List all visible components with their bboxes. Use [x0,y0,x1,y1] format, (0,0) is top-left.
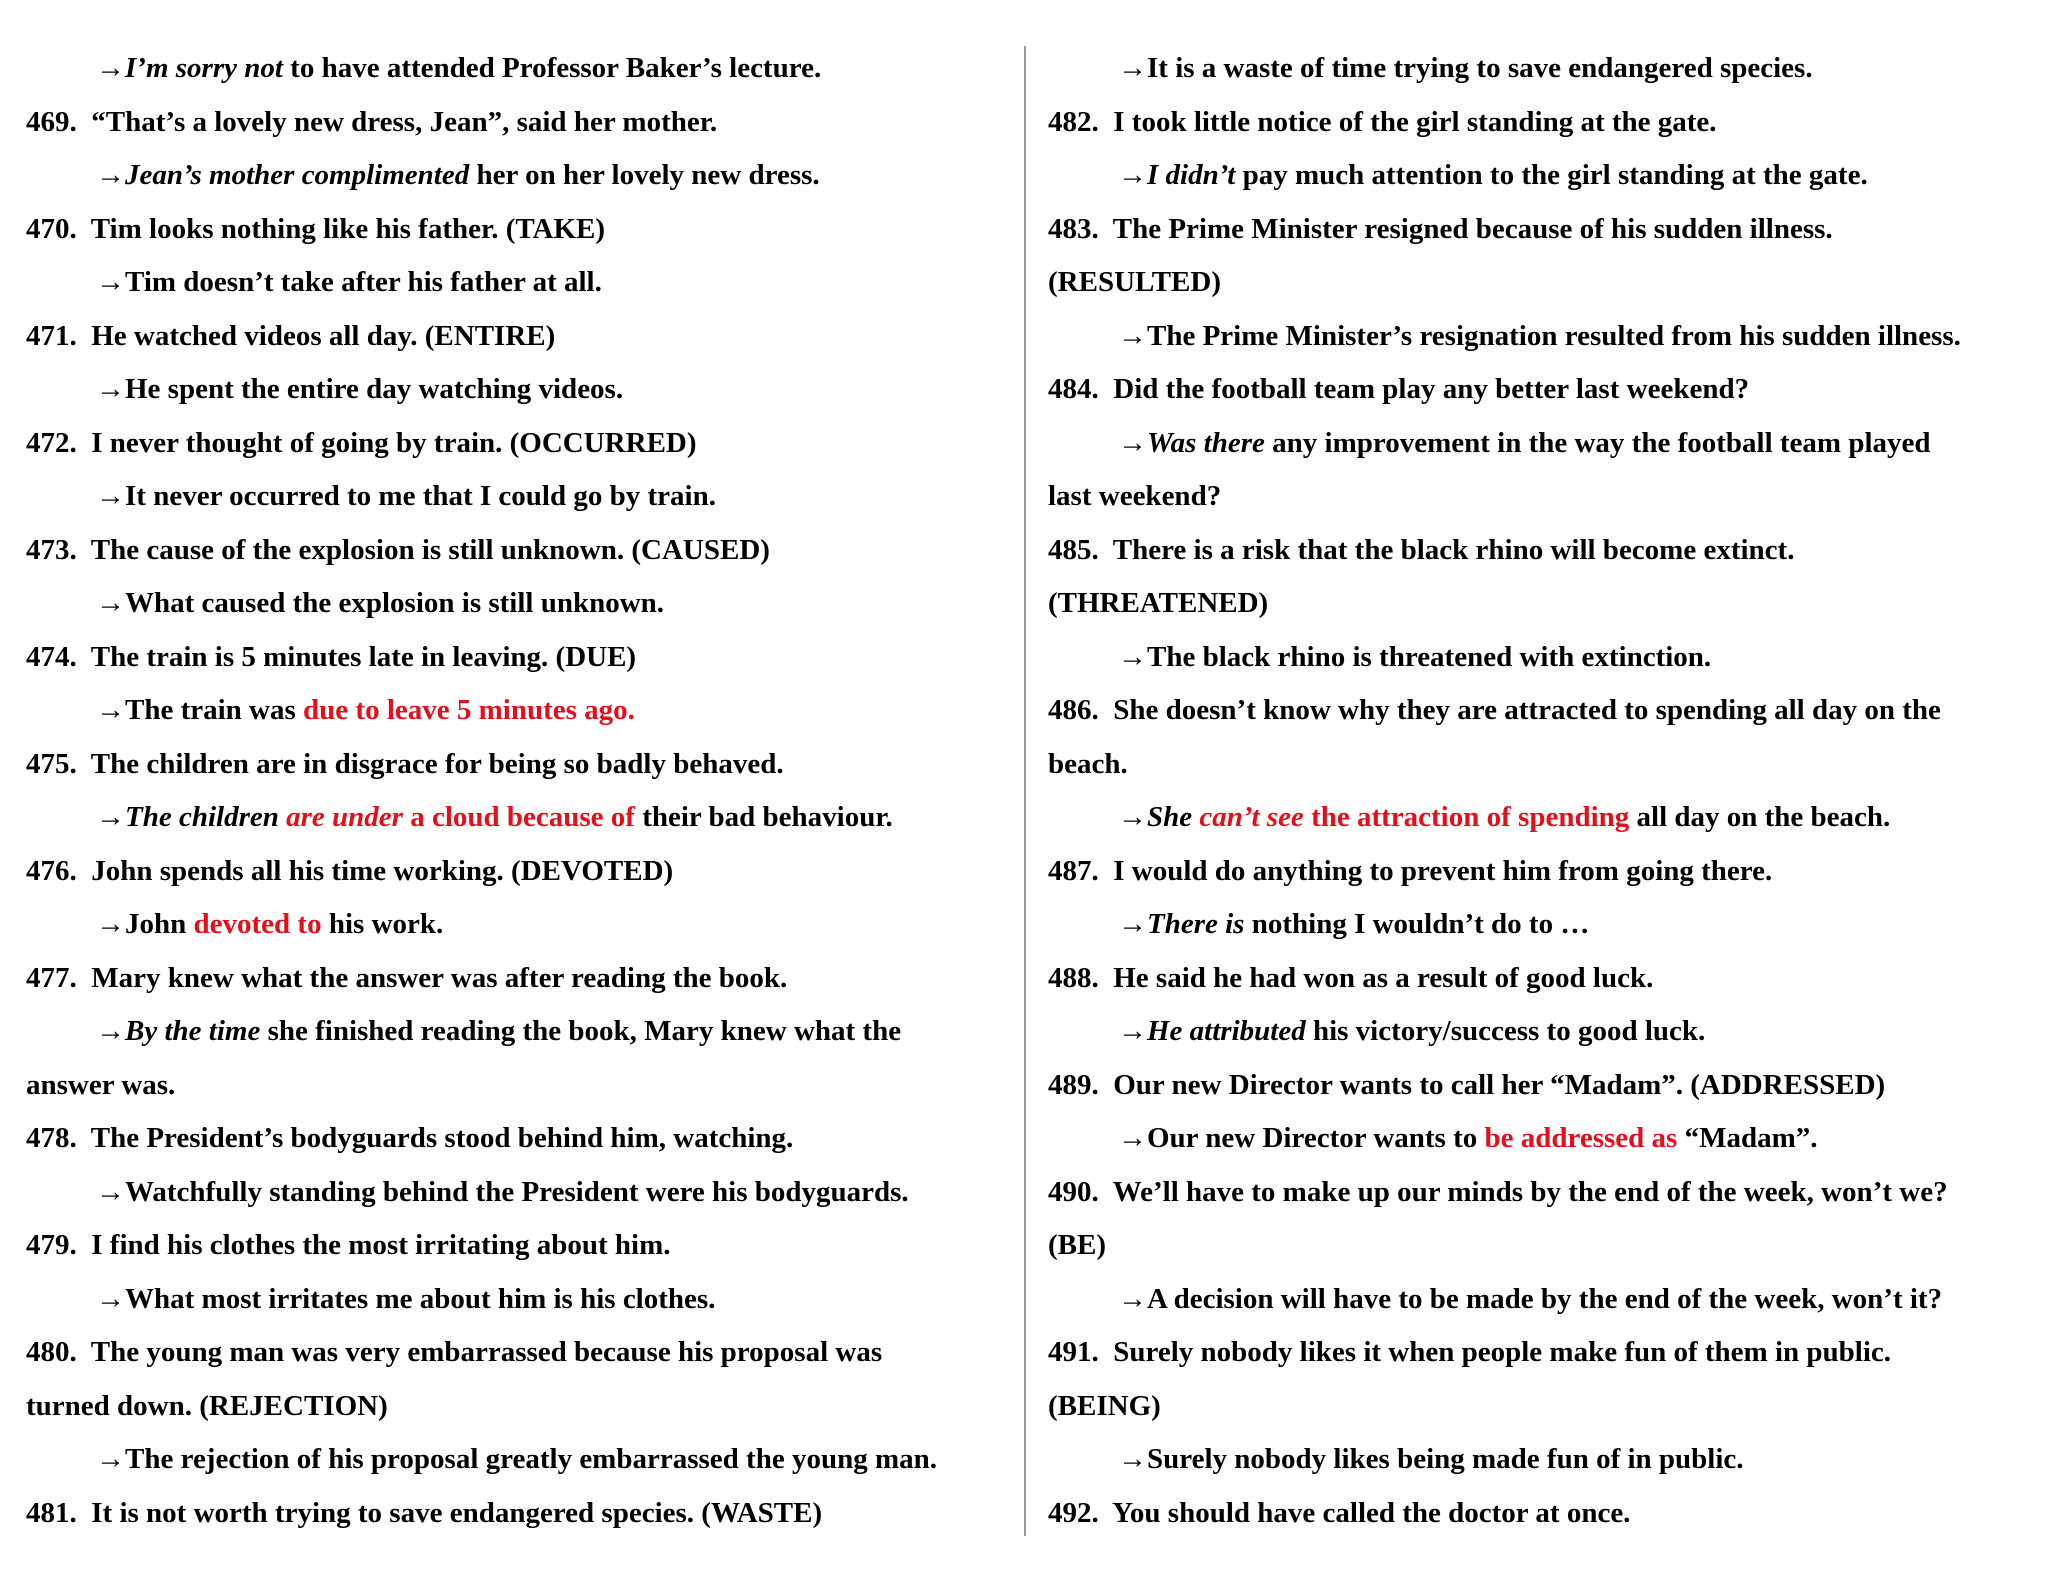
question-line [1048,1326,2028,1380]
text-segment: his work. [321,908,444,940]
text-segment: → [96,159,125,191]
text-segment: → [1118,801,1147,833]
answer-line [26,1433,1016,1487]
question-line [26,738,1016,792]
answer-line [1048,1433,2028,1487]
text-segment: 490. We’ll have to make up our minds by the end of the week, won’t we? [1048,1175,1948,1208]
question-line [26,524,1016,578]
text-segment: turned down. (REJECTION) [26,1389,388,1422]
text-segment: 476. John spends all his time working. (DEVOTED) [26,854,674,887]
text-segment: →He spent the entire day watching videos. [96,373,624,405]
text-segment: 474. The train is 5 minutes late in leaving. (DUE) [26,640,637,673]
answer-line [1048,42,2028,96]
text-segment: 472. I never thought of going by train. (OCCURRED) [26,426,697,459]
text-segment: 473. The cause of the explosion is still unknown. (CAUSED) [26,533,770,566]
question-line [26,96,1016,150]
right-column [1048,42,2028,1540]
text-segment: He attributed [1147,1015,1306,1047]
text-segment: (THREATENED) [1048,587,1269,619]
text-segment: → [96,52,125,84]
question-line [26,1380,1016,1434]
text-segment: →The black rhino is threatened with extinction. [1118,640,1712,673]
question-line [1048,738,2028,792]
text-segment: →The Prime Minister’s resignation resulted from his sudden illness. [1118,319,1961,352]
text-segment: 492. You should have called the doctor at once. [1048,1496,1631,1529]
question-line [1048,845,2028,899]
text-segment: I didn’t [1147,159,1236,191]
text-segment: 488. He said he had won as a result of good luck. [1048,961,1654,994]
text-segment: She [1147,801,1193,833]
text-segment: 483. The Prime Minister resigned because of his sudden illness. [1048,212,1833,245]
question-line [1048,952,2028,1006]
text-segment: Jean’s mother complimented [125,159,470,191]
text-segment: their bad behaviour. [634,801,893,833]
answer-line [26,1166,1016,1220]
answer-line [26,470,1016,524]
answer-line [1048,631,2028,685]
text-segment: her on her lovely new dress. [469,159,820,191]
question-line [1048,203,2028,257]
text-segment: → [96,1015,125,1047]
question-line [1048,470,2028,524]
answer-line [26,256,1016,310]
text-segment: (BE) [1048,1229,1106,1261]
text-segment: 477. Mary knew what the answer was after reading the book. [26,961,788,994]
text-segment: all day on the beach. [1629,801,1891,833]
text-segment: I’m sorry not [125,52,283,84]
text-segment: devoted to [193,908,322,940]
left-column [26,42,1016,1540]
text-segment: 485. There is a risk that the black rhino will become extinct. [1048,533,1795,566]
text-segment: →It never occurred to me that I could go by train. [96,480,716,512]
question-line [1048,96,2028,150]
text-segment: 482. I took little notice of the girl standing at the gate. [1048,105,1717,138]
text-segment: 487. I would do anything to prevent him from going there. [1048,854,1773,887]
question-line [26,1326,1016,1380]
answer-line [26,363,1016,417]
answer-line [1048,310,2028,364]
answer-line [1048,791,2028,845]
text-segment: →Tim doesn’t take after his father at all. [96,266,602,298]
text-segment: →A decision will have to be made by the end of the week, won’t it? [1118,1282,1943,1315]
text-segment: 480. The young man was very embarrassed because his proposal was [26,1336,883,1368]
text-segment: →It is a waste of time trying to save endangered species. [1118,52,1813,84]
question-line [1048,524,2028,578]
answer-line [1048,1112,2028,1166]
text-segment: → [96,801,125,833]
text-segment: are under [286,801,403,833]
text-segment: the attraction of spending [1303,801,1630,833]
question-line [1048,1059,2028,1113]
answer-line [26,684,1016,738]
text-segment: 481. It is not worth trying to save endangered species. (WASTE) [26,1496,823,1529]
answer-line [1048,898,2028,952]
question-line [1048,363,2028,417]
question-line [26,952,1016,1006]
question-line [26,845,1016,899]
question-line [26,1487,1016,1541]
answer-line [1048,1005,2028,1059]
text-segment: → [1118,908,1147,940]
text-segment: 479. I find his clothes the most irritating about him. [26,1229,671,1261]
text-segment: →Surely nobody likes being made fun of in public. [1118,1443,1744,1475]
question-line [26,417,1016,471]
text-segment: she finished reading the book, Mary knew what the [260,1015,902,1047]
answer-line [1048,149,2028,203]
answer-line [26,577,1016,631]
answer-line [26,1005,1016,1059]
text-segment: →What caused the explosion is still unknown. [96,587,665,619]
text-segment: his victory/success to good luck. [1305,1015,1706,1047]
answer-line [1048,417,2028,471]
question-line [1048,1487,2028,1541]
text-segment: →The train was [96,694,304,726]
text-segment: pay much attention to the girl standing at the gate. [1235,159,1868,191]
text-segment: 471. He watched videos all day. (ENTIRE) [26,319,556,352]
text-segment: → [1118,426,1147,459]
question-line [1048,1219,2028,1273]
answer-line [26,898,1016,952]
text-segment: 486. She doesn’t know why they are attracted to spending all day on the [1048,694,1941,726]
text-segment: last weekend? [1048,480,1222,512]
text-segment: to have attended Professor Baker’s lecture. [282,52,822,84]
text-segment: → [1118,1015,1147,1047]
question-line [1048,256,2028,310]
text-segment: There is [1147,908,1245,940]
text-segment: nothing I wouldn’t do to … [1244,908,1590,940]
answer-line [1048,1273,2028,1327]
question-line [1048,1380,2028,1434]
text-segment: beach. [1048,747,1128,780]
text-segment: →John [96,908,194,940]
question-line [26,1059,1016,1113]
question-line [1048,1166,2028,1220]
text-segment: →Watchfully standing behind the President were his bodyguards. [96,1175,909,1208]
text-segment: →What most irritates me about him is his clothes. [96,1282,716,1315]
answer-line [26,42,1016,96]
text-segment: →Our new Director wants to [1118,1122,1485,1154]
text-segment: 469. “That’s a lovely new dress, Jean”, said her mother. [26,105,718,138]
question-line [1048,577,2028,631]
text-segment: can’t see [1199,801,1304,833]
question-line [1048,684,2028,738]
text-segment: → [1118,159,1147,191]
text-segment: 491. Surely nobody likes it when people make fun of them in public. [1048,1336,1892,1368]
question-line [26,1112,1016,1166]
text-segment: answer was. [26,1068,176,1101]
text-segment: 475. The children are in disgrace for being so badly behaved. [26,747,784,780]
text-segment: 489. Our new Director wants to call her “Madam”. (ADDRESSED) [1048,1068,1886,1101]
text-segment: →The rejection of his proposal greatly embarrassed the young man. [96,1443,937,1475]
answer-line [26,149,1016,203]
question-line [26,1219,1016,1273]
text-segment: The children [125,801,279,833]
text-segment: any improvement in the way the football team played [1264,426,1931,459]
question-line [26,203,1016,257]
text-segment: “Madam”. [1677,1122,1818,1154]
question-line [26,631,1016,685]
text-segment: be addressed as [1484,1122,1678,1154]
text-segment: 470. Tim looks nothing like his father. (TAKE) [26,212,606,245]
text-segment: By the time [125,1015,261,1047]
text-segment: 478. The President’s bodyguards stood behind him, watching. [26,1122,794,1154]
text-segment: a cloud because of [402,801,635,833]
text-segment: due to leave 5 minutes ago. [303,694,635,726]
text-segment: 484. Did the football team play any better last weekend? [1048,373,1750,405]
column-divider [1024,46,1026,1536]
answer-line [26,791,1016,845]
text-segment: Was there [1147,426,1265,459]
question-line [26,310,1016,364]
text-segment: (RESULTED) [1048,266,1221,298]
text-segment: (BEING) [1048,1389,1161,1422]
answer-line [26,1273,1016,1327]
